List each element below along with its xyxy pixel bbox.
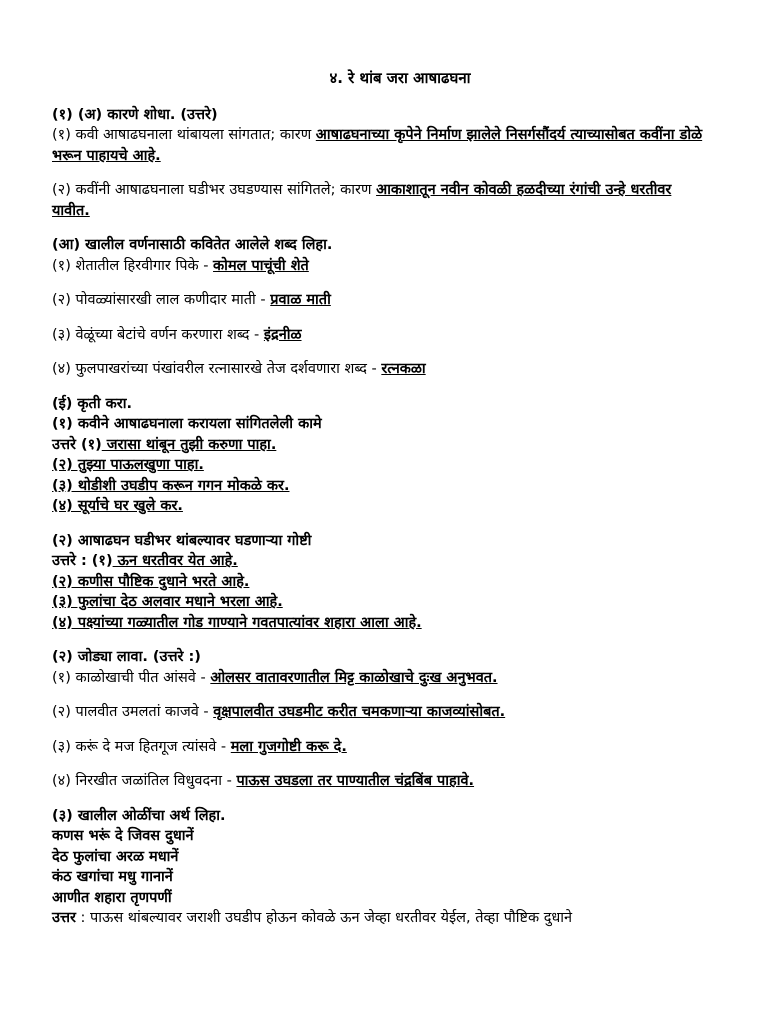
answer-paragraph [52, 125, 712, 166]
list-item: (४) पक्ष्यांच्या गळ्यातील गोड गाण्याने गवतपात्यांवर शहारा आला आहे. [52, 614, 422, 631]
sub-heading: (१) कवीने आषाढघनाला करायला सांगितलेली कामे [52, 416, 322, 432]
section-heading: (ई) कृती करा. [52, 395, 132, 412]
answer-text: इंद्रनीळ [263, 326, 302, 343]
answer-text: कोमल पाचूंची शेते [213, 257, 309, 274]
answer-label: उत्तर [52, 910, 76, 926]
list-item [52, 290, 712, 311]
poem-line: कणस भरूं दे जिवस दुधानें [52, 828, 194, 844]
answer-text: प्रवाळ माती [270, 292, 331, 308]
list-item: (३) फुलांचा देठ अलवार मधाने भरला आहे. [52, 594, 283, 610]
section-heading: (२) जोड्या लावा. (उत्तरे :) [52, 649, 201, 665]
list-item [52, 256, 712, 277]
document-page [52, 68, 712, 929]
page-title: ४. रे थांब जरा आषाढघना [329, 69, 471, 87]
answer-text: जरासा थांबून तुझी करुणा पाहा. [101, 436, 277, 453]
answer-text: मला गुजगोष्टी करू दे. [230, 738, 347, 755]
question-text: (१) काळोखाची पीत आंसवे - [52, 669, 211, 686]
list-item: (४) सूर्याचे घर खुले कर. [52, 498, 183, 514]
list-item [52, 435, 712, 456]
answer-text: पाऊस उघडला तर पाण्यातील चंद्रबिंब पाहावे. [236, 773, 475, 789]
answer-text: : पाऊस थांबल्यावर जराशी उघडीप होऊन कोवळे ऊन जेव्हा धरतीवर येईल, तेव्हा पौष्टिक दुधाने [75, 910, 573, 926]
list-item [52, 359, 712, 380]
list-item [52, 551, 712, 572]
list-item: (२) कणीस पौष्टिक दुधाने भरते आहे. [52, 573, 250, 590]
question-text: (२) पालवीत उमलतां काजवे - [52, 704, 214, 720]
answer-text: रत्नकळा [381, 361, 426, 377]
question-text: (३) करूं दे मज हितगूज त्यांसवे - [52, 738, 231, 755]
question-text: (४) निरखीत जळांतिल विधुवदना - [52, 773, 237, 789]
list-item: (३) थोडीशी उघडीप करून गगन मोकळे कर. [52, 477, 290, 494]
question-text: (४) फुलपाखरांच्या पंखांवरील रत्नासारखे तेज दर्शवणारा शब्द - [52, 361, 382, 377]
question-text: (३) वेळूंच्या बेटांचे वर्णन करणारा शब्द - [52, 326, 264, 343]
question-text: (२) पोवळ्यांसारखी लाल कणीदार माती - [52, 292, 271, 308]
section-heading: (३) खालील ओळींचा अर्थ लिहा. [52, 807, 226, 824]
section-heading: (आ) खालील वर्णनासाठी कवितेत आलेले शब्द लिहा. [52, 237, 333, 253]
answer-text: ऊन धरतीवर येत आहे. [112, 553, 238, 569]
section-heading: (१) (अ) कारणे शोधा. (उत्तरे) [52, 106, 218, 123]
answer-text: आकाशातून नवीन कोवळी हळदीच्या रंगांची उन्हे धरतीवर यावीत. [52, 182, 672, 219]
answer-text: ओलसर वातावरणातील मिट्ट काळोखाचे दुःख अनुभवत. [210, 669, 498, 686]
list-item: (२) तुझ्या पाऊलखुणा पाहा. [52, 457, 204, 473]
question-text: (१) शेतातील हिरवीगार पिके - [52, 257, 214, 274]
poem-line: कंठ खगांचा मधु गानानें [52, 869, 173, 885]
list-item [52, 737, 712, 758]
answer-label: उत्तरे : (१) [52, 553, 113, 569]
answer-text: वृक्षपालवीत उघडमीट करीत चमकणाऱ्या काजव्यांसोबत. [213, 704, 506, 720]
answer-text: आषाढघनाच्या कृपेने निर्माण झालेले निसर्गसौंदर्य त्याच्यासोबत कवींना डोळे भरून पाहायचे आहे. [52, 127, 703, 164]
list-item [52, 668, 712, 689]
question-text: (१) कवी आषाढघनाला थांबायला सांगतात; कारण [52, 127, 316, 143]
poem-line: आणीत शहारा तृणपणीं [52, 889, 172, 906]
list-item [52, 771, 712, 792]
answer-paragraph [52, 908, 712, 929]
list-item [52, 702, 712, 723]
poem-line: देठ फुलांचा अरळ मधानें [52, 848, 179, 865]
cut-off-text-line [52, 976, 712, 988]
answer-label: उत्तरे (१) [52, 436, 102, 453]
answer-paragraph [52, 180, 712, 221]
sub-heading: (२) आषाढघन घडीभर थांबल्यावर घडणाऱ्या गोष्टी [52, 532, 312, 549]
question-text: (२) कवींनी आषाढघनाला घडीभर उघडण्यास सांगितले; कारण [52, 182, 377, 198]
list-item [52, 325, 712, 346]
